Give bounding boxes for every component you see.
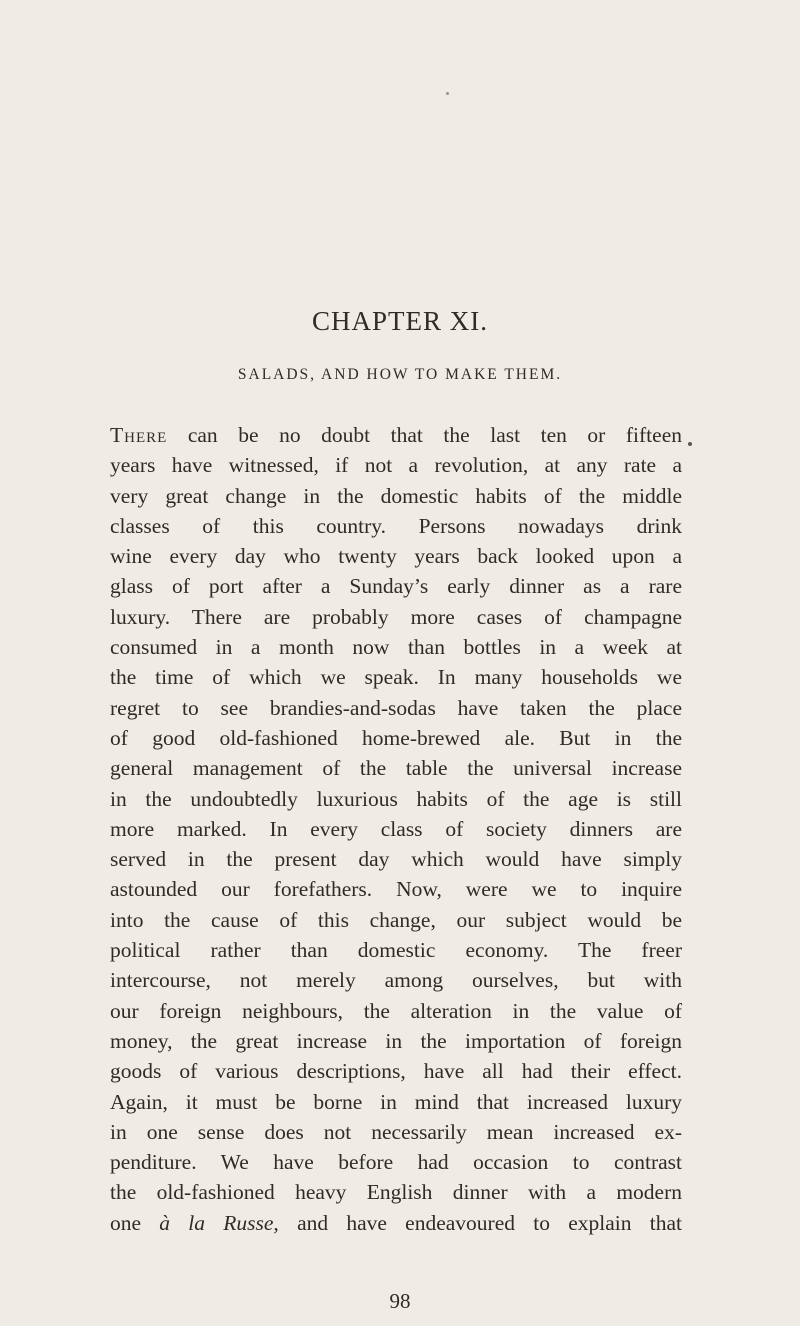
chapter-heading: CHAPTER XI. [311,306,488,336]
text-line: years have witnessed, if not a revolution, at any rate a [110,453,682,478]
text-line: in the undoubtedly luxurious habits of the age is still [110,786,682,811]
text-line: money, the great increase in the importation of foreign [110,1028,682,1053]
margin-mark [688,442,692,446]
body-text [110,420,682,1238]
text-line: Again, it must be borne in mind that increased luxury [110,1089,682,1114]
text-line: more marked. In every class of society dinners are [110,816,682,841]
paper-speck [446,92,449,95]
text-line: into the cause of this change, our subject would be [110,907,682,932]
text-line: the old-fashioned heavy English dinner with a modern [110,1180,682,1205]
text-line: in one sense does not necessarily mean increased ex- [110,1119,682,1144]
text-line: classes of this country. Persons nowadays drink [110,513,682,538]
text-line: the time of which we speak. In many households we [110,665,682,690]
text-line: our foreign neighbours, the alteration in the value of [110,998,682,1023]
text-line: penditure. We have before had occasion to contrast [110,1150,682,1175]
text-line: political rather than domestic economy. The freer [110,938,682,963]
text-line: very great change in the domestic habits of the middle [110,483,682,508]
text-segment: one [110,1210,142,1235]
page-number: 98 [389,1289,411,1313]
text-line: glass of port after a Sunday’s early dinner as a rare [110,574,682,599]
chapter-title: SALADS, AND HOW TO MAKE THEM. [237,366,563,383]
text-line: astounded our forefathers. Now, were we to inquire [110,877,682,902]
text-line: consumed in a month now than bottles in a week at [110,635,682,660]
text-line [110,420,682,450]
text-line: intercourse, not merely among ourselves, but with [110,968,682,993]
text-line [110,1208,682,1238]
text-segment: and have endeavoured to explain that [297,1210,682,1235]
text-segment: can be no doubt that the last ten or fifteen [187,423,682,447]
text-line: general management of the table the universal increase [110,756,682,781]
text-line: goods of various descriptions, have all had their effect. [110,1059,682,1084]
italic-phrase: à la Russe, [159,1210,279,1235]
text-line: wine every day who twenty years back looked upon a [110,544,682,569]
opening-word: There [110,423,168,447]
text-line: luxury. There are probably more cases of champagne [110,604,682,629]
text-line: regret to see brandies-and-sodas have taken the place [110,695,682,720]
text-line: of good old-fashioned home-brewed ale. But in the [110,725,682,750]
text-line: served in the present day which would have simply [110,847,682,872]
